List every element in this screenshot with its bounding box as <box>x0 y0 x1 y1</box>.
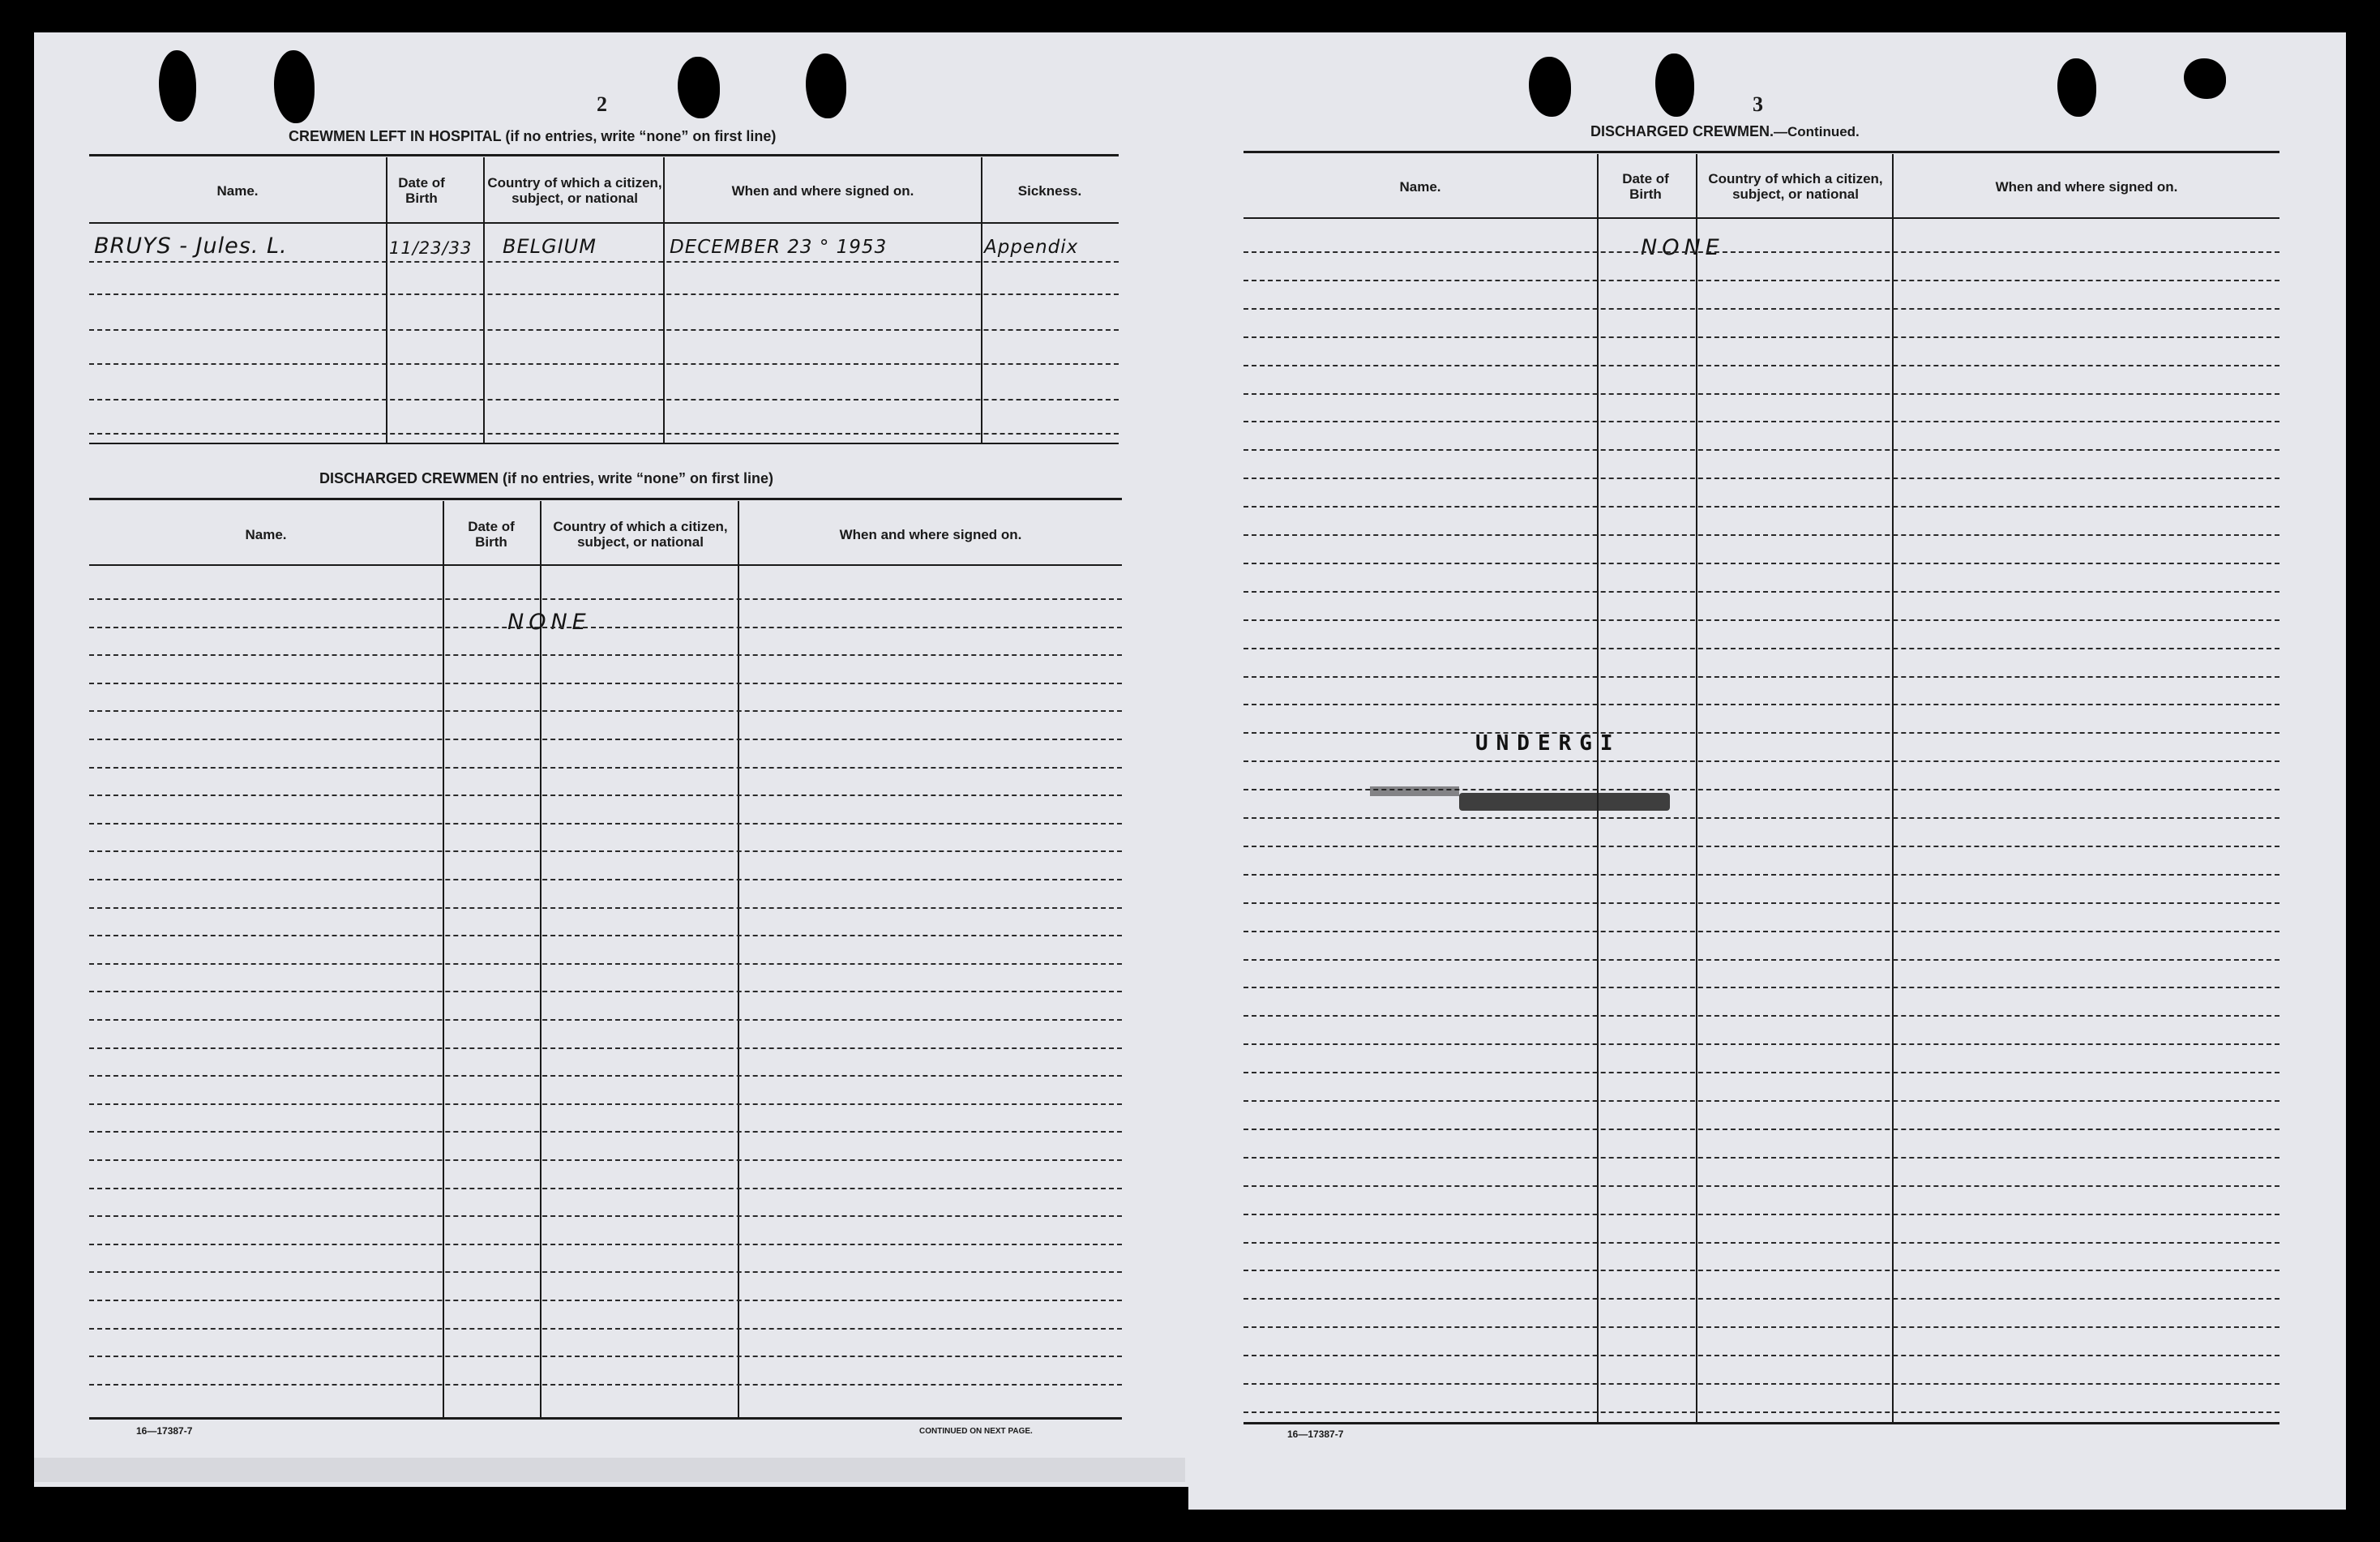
hospital-entry-signed-on: DECEMBER 23 ° 1953 <box>670 237 888 258</box>
right-entry-none: NONE <box>1641 235 1724 260</box>
page-number: 3 <box>1753 92 1763 116</box>
row-line <box>89 261 1119 263</box>
header-signed-on: When and where signed on. <box>1995 178 2178 195</box>
row-line <box>89 329 1119 331</box>
punch-hole <box>1529 57 1571 117</box>
col-divider <box>540 501 541 1417</box>
hospital-title: CREWMEN LEFT IN HOSPITAL <box>289 128 502 144</box>
stamp-smudge <box>1459 793 1670 811</box>
row-line <box>1244 959 2279 961</box>
row-line <box>89 293 1119 295</box>
row-line <box>89 1384 1122 1386</box>
header-dob: Date of Birth <box>1622 171 1669 202</box>
row-line <box>1244 1326 2279 1328</box>
row-line <box>89 1356 1122 1357</box>
discharged-title: DISCHARGED CREWMEN <box>319 470 499 486</box>
row-line <box>89 1300 1122 1301</box>
row-line <box>89 654 1122 656</box>
header-rule <box>1244 217 2279 219</box>
row-line <box>89 710 1122 712</box>
row-line <box>89 767 1122 769</box>
row-line <box>89 1271 1122 1273</box>
row-line <box>89 399 1119 400</box>
row-line <box>89 1159 1122 1161</box>
row-line <box>89 1075 1122 1077</box>
continued-note: CONTINUED ON NEXT PAGE. <box>919 1427 1033 1436</box>
col-divider <box>443 501 444 1417</box>
hospital-entry-country: BELGIUM <box>503 235 597 258</box>
row-line <box>1244 365 2279 366</box>
row-line <box>1244 563 2279 564</box>
row-line <box>1244 308 2279 310</box>
row-line <box>1244 1157 2279 1159</box>
row-line <box>1244 817 2279 819</box>
row-line <box>1244 732 2279 734</box>
row-line <box>1244 534 2279 536</box>
row-line <box>1244 1355 2279 1356</box>
row-line <box>1244 1411 2279 1413</box>
row-line <box>1244 676 2279 678</box>
hospital-note: (if no entries, write “none” on first line) <box>505 128 777 144</box>
header-signed-on: When and where signed on. <box>731 182 914 199</box>
row-line <box>89 1215 1122 1217</box>
col-divider <box>738 501 739 1417</box>
row-line <box>1244 1298 2279 1300</box>
row-line <box>89 963 1122 965</box>
row-line <box>1244 1214 2279 1215</box>
table-top-rule <box>1244 151 2279 153</box>
hospital-entry-name: BRUYS - Jules. L. <box>94 233 288 259</box>
row-line <box>1244 704 2279 705</box>
row-line <box>1244 846 2279 847</box>
table-bottom-rule <box>89 1417 1122 1420</box>
row-line <box>1244 393 2279 395</box>
row-line <box>1244 902 2279 904</box>
row-line <box>1244 1043 2279 1045</box>
discharged-entry-none: NONE <box>507 610 591 635</box>
row-line <box>1244 1270 2279 1271</box>
row-line <box>1244 874 2279 876</box>
row-line <box>1244 1100 2279 1102</box>
hospital-entry-dob: 11/23/33 <box>389 238 473 258</box>
row-line <box>1244 1185 2279 1187</box>
row-line <box>1244 1383 2279 1385</box>
row-line <box>89 363 1119 365</box>
right-page <box>1188 32 2346 1510</box>
row-line <box>1244 1015 2279 1017</box>
row-line <box>89 1019 1122 1021</box>
header-dob: Date of Birth <box>468 519 515 550</box>
right-title: DISCHARGED CREWMEN. <box>1590 123 1774 139</box>
row-line <box>89 907 1122 909</box>
table-bottom-rule <box>1244 1422 2279 1424</box>
stamp-smudge <box>1370 786 1459 796</box>
punch-hole <box>678 57 720 118</box>
right-title-suffix: —Continued. <box>1774 124 1860 139</box>
row-line <box>1244 648 2279 649</box>
row-line <box>89 1244 1122 1245</box>
page-bottom-strip <box>34 1458 1185 1482</box>
header-name: Name. <box>1399 178 1441 195</box>
punch-hole <box>2057 58 2096 117</box>
row-line <box>89 627 1122 628</box>
col-divider <box>1892 154 1894 1422</box>
row-line <box>89 879 1122 880</box>
discharged-note: (if no entries, write “none” on first line) <box>503 470 774 486</box>
punch-hole <box>2184 58 2226 99</box>
header-rule <box>89 222 1119 224</box>
hospital-entry-sickness: Appendix <box>984 237 1079 258</box>
table-top-rule <box>89 154 1119 156</box>
row-line <box>89 991 1122 992</box>
header-dob: Date of Birth <box>398 175 445 206</box>
row-line <box>89 823 1122 825</box>
header-country: Country of which a citizen, subject, or national <box>487 175 662 206</box>
discharged-section-title <box>319 470 773 487</box>
row-line <box>1244 478 2279 479</box>
row-line <box>89 795 1122 796</box>
header-country: Country of which a citizen, subject, or national <box>1708 171 1883 202</box>
header-name: Name. <box>216 182 259 199</box>
header-sickness: Sickness. <box>1017 182 1082 199</box>
row-line <box>1244 280 2279 281</box>
row-line <box>89 1047 1122 1049</box>
row-line <box>1244 1242 2279 1244</box>
row-line <box>1244 987 2279 988</box>
hospital-section-title <box>289 128 776 145</box>
row-line <box>89 598 1122 600</box>
row-line <box>1244 619 2279 621</box>
right-section-title <box>1590 123 1860 140</box>
col-divider <box>1597 154 1599 1422</box>
header-signed-on: When and where signed on. <box>839 526 1022 542</box>
punch-hole <box>1655 54 1694 117</box>
stamp-text: UNDERGI <box>1475 731 1621 756</box>
header-rule <box>89 564 1122 566</box>
row-line <box>89 683 1122 684</box>
section-end-rule <box>89 443 1119 444</box>
row-line <box>89 1328 1122 1330</box>
row-line <box>1244 1072 2279 1073</box>
row-line <box>1244 760 2279 762</box>
header-country: Country of which a citizen, subject, or national <box>553 519 728 550</box>
row-line <box>1244 449 2279 451</box>
row-line <box>1244 421 2279 422</box>
row-line <box>89 433 1119 435</box>
form-number: 16—17387-7 <box>1287 1428 1344 1440</box>
row-line <box>89 850 1122 852</box>
punch-hole <box>806 54 846 118</box>
col-divider <box>1696 154 1697 1422</box>
row-line <box>1244 1129 2279 1130</box>
row-line <box>1244 931 2279 932</box>
row-line <box>89 1103 1122 1105</box>
row-line <box>89 1188 1122 1189</box>
row-line <box>1244 506 2279 508</box>
row-line <box>1244 251 2279 253</box>
row-line <box>1244 591 2279 593</box>
form-number: 16—17387-7 <box>136 1425 193 1437</box>
header-name: Name. <box>245 526 287 542</box>
row-line <box>89 935 1122 936</box>
punch-hole <box>159 50 196 122</box>
table-top-rule <box>89 498 1122 500</box>
row-line <box>89 1131 1122 1133</box>
punch-hole <box>274 50 315 123</box>
row-line <box>89 739 1122 740</box>
row-line <box>1244 336 2279 338</box>
page-number: 2 <box>597 92 607 116</box>
